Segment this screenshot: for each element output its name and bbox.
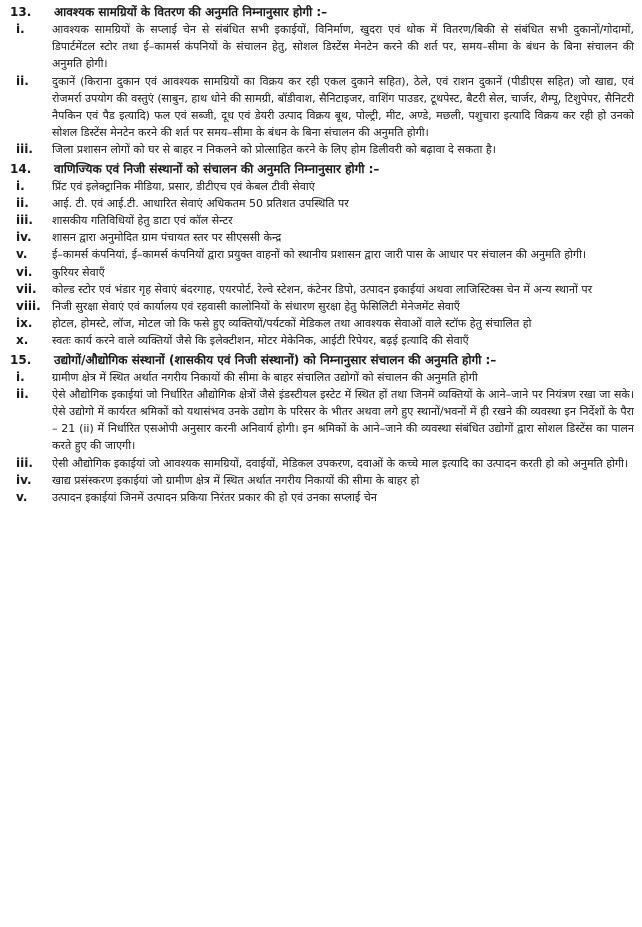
list-item — [8, 73, 634, 142]
list-item — [8, 332, 634, 349]
item-number: i. — [16, 178, 25, 193]
item-text: निजी सुरक्षा सेवाएं एवं कार्यालय एवं रहवासी कालोनियों के संधारण सुरक्षा हेतु फेसिलिटी मेनेजमेंट सेवाएँ — [52, 300, 460, 314]
section-heading — [8, 4, 634, 21]
list-item — [8, 21, 634, 73]
item-text: उत्पादन इकाईयां जिनमें उत्पादन प्रकिया निरंतर प्रकार की हो एवं उनका सप्लाई चेन — [52, 491, 377, 505]
list-item — [8, 229, 634, 246]
item-number: ii. — [16, 386, 29, 401]
item-text: शासन द्वारा अनुमोदित ग्राम पंचायत स्तर पर सीएससी केन्द्र — [52, 231, 282, 245]
list-item — [8, 315, 634, 332]
item-number: ix. — [16, 316, 33, 331]
list-item — [8, 141, 634, 158]
item-text: आवश्यक सामग्रियों के सप्लाई चेन से संबंधित सभी इकाईयों, विनिर्माण, खुदरा एवं थोक में वितरण/बिकी से संबंधित सभी दुकानों/गोदामों, डिपार्टमेंटल स्टोर तथा ई–कामर्स कंपनियों के संचालन हेतु, सोशल डिस्टेंस मेनटेन करने की शर्त पर, समय–सीमा के बंधन के बिना संचालन की अनुमति होगी। — [52, 23, 634, 71]
item-text: ई–कामर्स कंपनियां, ई–कामर्स कंपनियों द्वारा प्रयुक्त वाहनों को स्थानीय प्रशासन द्वारा जारी पास के आधार पर संचालन की अनुमति होगी। — [52, 248, 587, 262]
item-number: iii. — [16, 213, 33, 228]
section-number: 15. — [10, 352, 32, 367]
list-item — [8, 281, 634, 298]
item-text: कुरियर सेवाएँ — [52, 265, 105, 279]
item-text: कोल्ड स्टोर एवं भंडार गृह सेवाएं बंदरगाह, एयरपोर्ट, रेल्वे स्टेशन, कंटेनर डिपो, उत्पादन इकाईयां अथवा लाजिस्टिक्स चेन में अन्य स्थानों पर — [52, 282, 593, 296]
item-number: ii. — [16, 195, 29, 210]
item-number: iii. — [16, 455, 33, 470]
list-item — [8, 178, 634, 195]
list-item — [8, 264, 634, 281]
item-text: होटल, होमस्टे, लॉज, मोटल जो कि फसे हुए व्यक्तियों/पर्यटकों मेडिकल तथा आवश्यक सेवाओं वाले स्टॉफ हेतु संचालित हो — [52, 317, 532, 331]
item-text: दुकानें (किराना दुकान एवं आवश्यक सामग्रियों का विक्रय कर रही एकल दुकाने सहित), ठेले, एवं राशन दुकानें (पीडीएस सहित) जो खाद्य, एवं रोजमर्रा उपयोग की वस्तुएं (साबुन, हाथ धोने की सामग्री, बॉडीवाश, सैनिटाइजर, वाशिंग पाउडर, टूथपेस्ट, बैटरी सेल, चार्जर, शैम्पू, टिशुपेपर, सैनिटरी नैपकिन एवं पैड इत्यादि) फल एवं सब्जी, दूध एवं डेयरी उत्पाद विक्रय बूथ, पोल्ट्री, मीट, अण्डे, मछली, पशुचारा इत्यादि विक्रय कर रही हो उनको सोशल डिस्टेंस मेनटेन करने की शर्त पर समय–सीमा के बंधन के बिना संचालन की अनुमति होगी। — [52, 74, 634, 140]
item-number: v. — [16, 490, 28, 505]
section-number: 14. — [10, 161, 32, 176]
item-number: vii. — [16, 281, 37, 296]
section-heading — [8, 161, 634, 178]
list-item — [8, 455, 634, 472]
item-number: iv. — [16, 230, 32, 245]
section-title: आवश्यक सामग्रियों के वितरण की अनुमति निम्नानुसार होगी :– — [54, 5, 328, 19]
item-text: ऐसे औद्योगिक इकाईयां जो निर्धारित औद्योगिक क्षेत्रों जैसे इंडस्टीयल इस्टेट में स्थित हों तथा जिनमें व्यक्तियों के आने–जाने पर नियंत्रण रखा जा सके। ऐसे उद्योगो में कार्यरत श्रमिकों को यथासंभव उनके उद्योग के परिसर के भीतर अथवा लगे हुए स्थानों/भवनों में ही रखने की व्यवस्था इन निर्देशों के पैरा – 21 (ii) में निर्धारित एसओपी अनुसार करनी अनिवार्य होगी। इन श्रमिकों के आने–जाने की व्यवस्था संबंधित उद्योगों द्वारा सोशल डिस्टेंस का पालन करते हुए की जाएगी। — [52, 387, 634, 453]
item-number: iv. — [16, 472, 32, 487]
section-title: वाणिज्यिक एवं निजी संस्थानों को संचालन की अनुमति निम्नानुसार होगी :– — [54, 161, 380, 176]
list-item — [8, 246, 634, 263]
item-number: v. — [16, 247, 28, 262]
item-text: ऐसी औद्योगिक इकाईयां जो आवश्यक सामग्रियों, दवाईयों, मेडिकल उपकरण, दवाओं के कच्चे माल इत्यादि का उत्पादन करती हो को अनुमति होगी। — [52, 456, 629, 470]
list-item — [8, 386, 634, 455]
item-number: ii. — [16, 73, 29, 88]
list-item — [8, 472, 634, 489]
item-text: खाद्य प्रसंस्करण इकाईयां जो ग्रामीण क्षेत्र में स्थित अर्थात नगरीय निकायों की सीमा के बाहर हो — [52, 473, 420, 487]
item-number: vi. — [16, 264, 33, 279]
list-item — [8, 195, 634, 212]
item-text: ग्रामीण क्षेत्र में स्थित अर्थात नगरीय निकायों की सीमा के बाहर संचालित उद्योगों को संचालन की अनुमति होगी — [52, 370, 478, 384]
item-number: i. — [16, 369, 25, 384]
item-text: आई. टी. एवं आई.टी. आधारित सेवाएं अधिकतम 50 प्रतिशत उपस्थिति पर — [52, 196, 349, 210]
item-number: iii. — [16, 142, 33, 157]
item-text: शासकीय गतिविधियों हेतु डाटा एवं कॉल सेन्टर — [52, 214, 233, 228]
list-item — [8, 212, 634, 229]
document-body — [8, 4, 634, 506]
item-text: जिला प्रशासन लोगों को घर से बाहर न निकलने को प्रोत्साहित करने के लिए होम डिलीवरी को बढ़ावा दे सकता है। — [52, 143, 496, 157]
list-item — [8, 369, 634, 386]
item-number: i. — [16, 22, 25, 36]
list-item — [8, 298, 634, 315]
item-number: viii. — [16, 299, 41, 314]
section-title: उद्योगों/औद्योगिक संस्थानों (शासकीय एवं निजी संस्थानों) को निम्नानुसार संचालन की अनुमति होगी :– — [54, 352, 497, 367]
item-number: x. — [16, 333, 29, 348]
section-heading — [8, 352, 634, 369]
item-text: स्वतः कार्य करने वाले व्यक्तियों जैसे कि इलेक्टीशन, मोटर मेकेनिक, आईटी रिपेयर, बढ़ई इत्यादि की सेवाएँ — [52, 334, 469, 348]
section-number: 13. — [10, 5, 32, 19]
item-text: प्रिंट एवं इलेक्ट्रानिक मीडिया, प्रसार, डीटीएच एवं केबल टीवी सेवाएं — [52, 179, 315, 193]
list-item — [8, 489, 634, 506]
